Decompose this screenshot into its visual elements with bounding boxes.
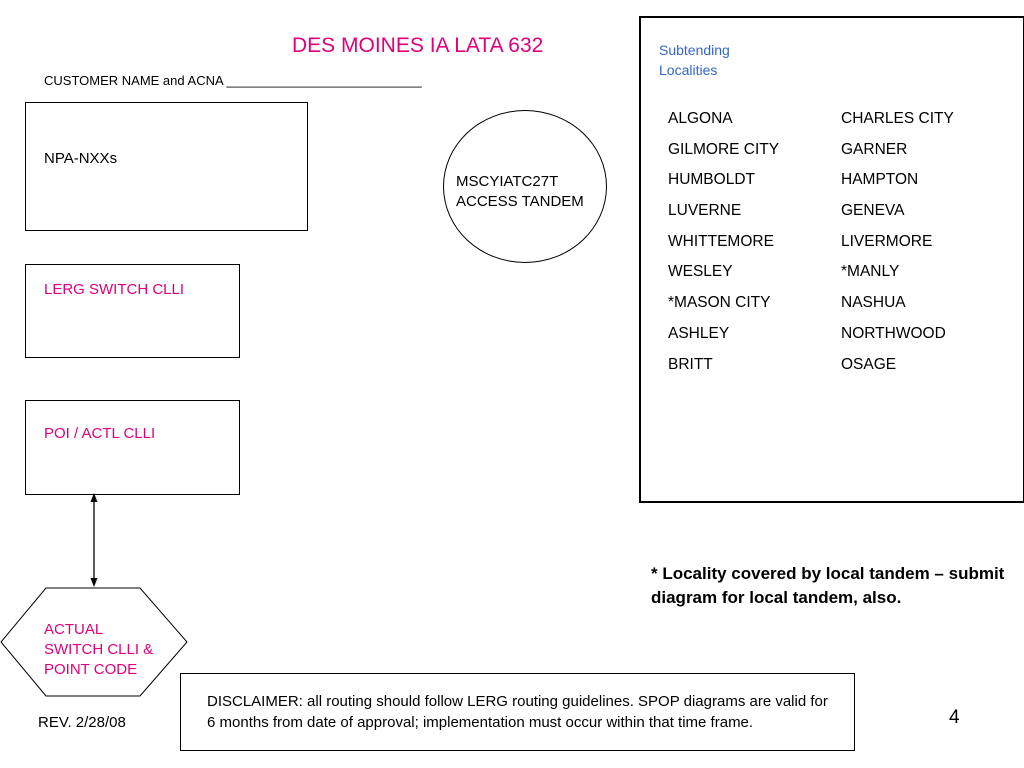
poi-actl-clli-box	[25, 400, 240, 495]
lerg-switch-clli-label: LERG SWITCH CLLI	[44, 281, 185, 298]
tandem-clli-text: MSCYIATC27T	[456, 173, 559, 190]
locality-item: ASHLEY	[668, 324, 730, 342]
locality-item: NORTHWOOD	[841, 324, 946, 342]
bidirectional-connector-arrow	[84, 490, 104, 590]
locality-item: GENEVA	[841, 202, 905, 220]
locality-item: *MANLY	[841, 263, 900, 281]
locality-item: GILMORE CITY	[668, 140, 780, 158]
locality-item: NASHUA	[841, 294, 906, 312]
tandem-type-text: ACCESS TANDEM	[456, 193, 584, 210]
locality-item: WHITTEMORE	[668, 232, 774, 250]
disclaimer-box	[180, 673, 855, 751]
poi-actl-clli-label: POI / ACTL CLLI	[44, 425, 156, 442]
localities-left-column	[668, 109, 779, 385]
page-number: 4	[949, 707, 960, 728]
locality-item: GARNER	[841, 140, 908, 158]
locality-item: *MASON CITY	[668, 294, 771, 312]
locality-item: WESLEY	[668, 263, 733, 281]
subtending-localities-heading: Subtending Localities	[659, 42, 730, 78]
localities-right-column	[841, 109, 954, 385]
locality-item: OSAGE	[841, 355, 897, 373]
local-tandem-footnote: * Locality covered by local tandem – submit diagram for local tandem, also.	[651, 564, 1005, 607]
locality-item: HUMBOLDT	[668, 171, 755, 189]
disclaimer-text: DISCLAIMER: all routing should follow LERG routing guidelines. SPOP diagrams are valid for 6 months from date of approval; implementation must occur within that time frame.	[207, 693, 828, 731]
locality-item: CHARLES CITY	[841, 110, 954, 127]
locality-item: HAMPTON	[841, 171, 919, 189]
revision-date: REV. 2/28/08	[38, 714, 126, 731]
lerg-switch-clli-box	[25, 264, 240, 358]
locality-item: LUVERNE	[668, 202, 742, 220]
access-tandem-label	[456, 172, 584, 212]
npa-nxx-label: NPA-NXXs	[44, 150, 118, 167]
locality-item: LIVERMORE	[841, 232, 933, 250]
customer-name-acna-field: CUSTOMER NAME and ACNA ___________________________	[44, 73, 422, 88]
actual-switch-clli-label: ACTUAL SWITCH CLLI & POINT CODE	[44, 621, 154, 678]
locality-item: BRITT	[668, 355, 713, 373]
page-title: DES MOINES IA LATA 632	[292, 34, 544, 57]
locality-item: ALGONA	[668, 110, 733, 127]
npa-nxx-box	[25, 102, 308, 231]
